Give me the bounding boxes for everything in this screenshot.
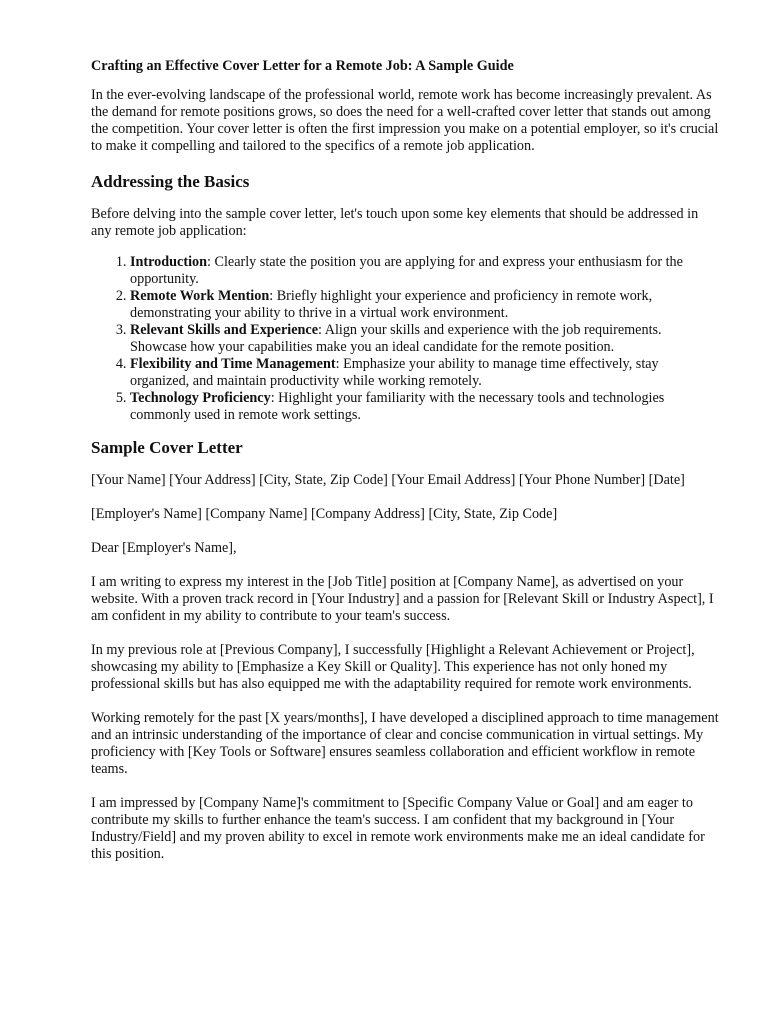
list-item-text: : Align your skills and experience with the job requirements. Showcase how your capabilities make you an ideal candidate for the remote position. [130,322,662,355]
basics-list [91,254,721,424]
section-heading-basics: Addressing the Basics [91,172,250,191]
list-item-term: Remote Work Mention [130,288,270,304]
intro-paragraph: In the ever-evolving landscape of the professional world, remote work has become increasingly prevalent. As the demand for remote positions grows, so does the need for a well-crafted cover letter that stands out among the competition. Your cover letter is often the first impression you make on a potential employer, so it's crucial to make it compelling and tailored to the specifics of a remote job application. [91,87,719,154]
letter-paragraph: Working remotely for the past [X years/months], I have developed a disciplined approach to time management and an intrinsic understanding of the importance of clear and concise communication in virtual settings. My proficiency with [Key Tools or Software] ensures seamless collaboration and efficient workflow in remote teams. [91,710,719,777]
employer-address-paragraph: [Employer's Name] [Company Name] [Company Address] [City, State, Zip Code] [91,506,558,522]
sender-address-paragraph: [Your Name] [Your Address] [City, State, Zip Code] [Your Email Address] [Your Phone Number] [Date] [91,472,685,488]
list-item-text: : Clearly state the position you are applying for and express your enthusiasm for the opportunity. [130,254,683,287]
list-item-text: : Emphasize your ability to manage time effectively, stay organized, and maintain productivity while working remotely. [130,356,659,389]
list-item [130,288,721,322]
section-heading-sample: Sample Cover Letter [91,438,243,457]
salutation-paragraph: Dear [Employer's Name], [91,540,237,556]
basics-lead-paragraph: Before delving into the sample cover letter, let's touch upon some key elements that should be addressed in any remote job application: [91,206,699,239]
letter-paragraph: In my previous role at [Previous Company], I successfully [Highlight a Relevant Achievement or Project], showcasing my ability to [Emphasize a Key Skill or Quality]. This experience has not only honed my professional skills but has also equipped me with the adaptability required for remote work environments. [91,642,695,692]
document-title: Crafting an Effective Cover Letter for a Remote Job: A Sample Guide [91,58,514,74]
list-item [130,390,721,424]
list-item-term: Flexibility and Time Management [130,356,336,372]
list-item-text: : Highlight your familiarity with the necessary tools and technologies commonly used in remote work settings. [130,390,665,423]
list-item [130,254,721,288]
document-page [91,58,721,880]
list-item-term: Technology Proficiency [130,390,271,406]
list-item [130,322,721,356]
list-item-term: Relevant Skills and Experience [130,322,318,338]
list-item [130,356,721,390]
list-item-text: : Briefly highlight your experience and proficiency in remote work, demonstrating your ability to thrive in a virtual work environment. [130,288,653,321]
letter-paragraph: I am impressed by [Company Name]'s commitment to [Specific Company Value or Goal] and am eager to contribute my skills to further enhance the team's success. I am confident that my background in [Your Industry/Field] and my proven ability to excel in remote work environments make me an ideal candidate for this position. [91,795,705,862]
letter-paragraph: I am writing to express my interest in the [Job Title] position at [Company Name], as advertised on your website. With a proven track record in [Your Industry] and a passion for [Relevant Skill or Industry Aspect], I am confident in my ability to contribute to your team's success. [91,574,714,624]
list-item-term: Introduction [130,254,207,270]
